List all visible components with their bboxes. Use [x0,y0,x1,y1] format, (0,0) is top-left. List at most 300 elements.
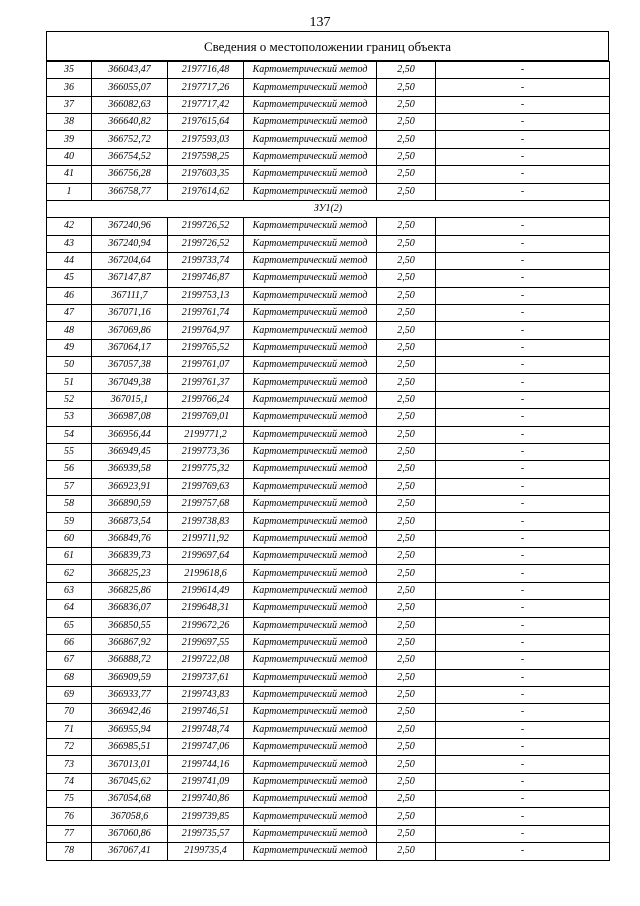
section-label: ЗУ1(2) [47,200,610,217]
coordinate-y: 2199735,57 [168,825,244,842]
point-number: 51 [47,374,92,391]
table-row [47,235,610,252]
point-number: 50 [47,357,92,374]
description-cell: - [436,357,610,374]
coordinate-y: 2199744,16 [168,756,244,773]
coordinate-x: 367015,1 [92,391,168,408]
coordinate-x: 367057,38 [92,357,168,374]
accuracy-cell: 2,50 [377,634,436,651]
description-cell: - [436,287,610,304]
method-cell: Картометрический метод [244,218,377,235]
method-cell: Картометрический метод [244,270,377,287]
table-row [47,131,610,148]
coordinate-x: 366825,86 [92,582,168,599]
accuracy-cell: 2,50 [377,669,436,686]
description-cell: - [436,582,610,599]
accuracy-cell: 2,50 [377,548,436,565]
accuracy-cell: 2,50 [377,166,436,183]
method-cell: Картометрический метод [244,357,377,374]
method-cell: Картометрический метод [244,773,377,790]
method-cell: Картометрический метод [244,461,377,478]
method-cell: Картометрический метод [244,600,377,617]
point-number: 38 [47,114,92,131]
description-cell: - [436,62,610,79]
coordinate-x: 366873,54 [92,513,168,530]
method-cell: Картометрический метод [244,739,377,756]
point-number: 44 [47,252,92,269]
description-cell: - [436,756,610,773]
description-cell: - [436,218,610,235]
coordinate-x: 367111,7 [92,287,168,304]
table-row [47,114,610,131]
coordinate-x: 366939,58 [92,461,168,478]
coordinate-x: 367147,87 [92,270,168,287]
coordinate-y: 2197603,35 [168,166,244,183]
method-cell: Картометрический метод [244,721,377,738]
table-title: Сведения о местоположении границ объекта [46,31,609,61]
point-number: 74 [47,773,92,790]
accuracy-cell: 2,50 [377,391,436,408]
method-cell: Картометрический метод [244,513,377,530]
description-cell: - [436,548,610,565]
description-cell: - [436,166,610,183]
coordinate-y: 2199746,51 [168,704,244,721]
coordinate-x: 367060,86 [92,825,168,842]
coordinate-x: 367204,64 [92,252,168,269]
table-row [47,62,610,79]
accuracy-cell: 2,50 [377,808,436,825]
table-row [47,461,610,478]
coordinate-y: 2199614,49 [168,582,244,599]
accuracy-cell: 2,50 [377,357,436,374]
point-number: 37 [47,96,92,113]
coordinate-x: 367240,96 [92,218,168,235]
method-cell: Картометрический метод [244,669,377,686]
description-cell: - [436,114,610,131]
method-cell: Картометрический метод [244,96,377,113]
accuracy-cell: 2,50 [377,322,436,339]
coordinate-x: 366756,28 [92,166,168,183]
coordinate-y: 2199748,74 [168,721,244,738]
point-number: 76 [47,808,92,825]
section-row [47,200,610,217]
accuracy-cell: 2,50 [377,96,436,113]
table-row [47,808,610,825]
method-cell: Картометрический метод [244,478,377,495]
method-cell: Картометрический метод [244,704,377,721]
table-row [47,96,610,113]
coordinate-y: 2199775,32 [168,461,244,478]
accuracy-cell: 2,50 [377,461,436,478]
coordinate-y: 2199740,86 [168,791,244,808]
table-row [47,270,610,287]
coordinate-x: 366955,94 [92,721,168,738]
table-row [47,530,610,547]
description-cell: - [436,235,610,252]
description-cell: - [436,530,610,547]
coordinate-y: 2199769,01 [168,409,244,426]
accuracy-cell: 2,50 [377,305,436,322]
table-row [47,287,610,304]
table-row [47,686,610,703]
coordinate-y: 2197716,48 [168,62,244,79]
coordinate-x: 367058,6 [92,808,168,825]
accuracy-cell: 2,50 [377,62,436,79]
method-cell: Картометрический метод [244,495,377,512]
description-cell: - [436,791,610,808]
method-cell: Картометрический метод [244,305,377,322]
coordinate-y: 2199697,64 [168,548,244,565]
coordinate-x: 366933,77 [92,686,168,703]
point-number: 70 [47,704,92,721]
coordinate-y: 2199735,4 [168,843,244,860]
table-row [47,704,610,721]
point-number: 41 [47,166,92,183]
table-row [47,305,610,322]
description-cell: - [436,79,610,96]
accuracy-cell: 2,50 [377,218,436,235]
method-cell: Картометрический метод [244,374,377,391]
point-number: 63 [47,582,92,599]
table-row [47,513,610,530]
description-cell: - [436,478,610,495]
description-cell: - [436,652,610,669]
accuracy-cell: 2,50 [377,617,436,634]
table-row [47,669,610,686]
coordinate-x: 366043,47 [92,62,168,79]
table-row [47,756,610,773]
point-number: 60 [47,530,92,547]
point-number: 47 [47,305,92,322]
point-number: 62 [47,565,92,582]
coordinate-x: 367240,94 [92,235,168,252]
description-cell: - [436,721,610,738]
table-row [47,652,610,669]
coordinate-x: 366055,07 [92,79,168,96]
point-number: 56 [47,461,92,478]
table-row [47,322,610,339]
point-number: 40 [47,148,92,165]
description-cell: - [436,252,610,269]
point-number: 61 [47,548,92,565]
description-cell: - [436,513,610,530]
point-number: 68 [47,669,92,686]
accuracy-cell: 2,50 [377,825,436,842]
method-cell: Картометрический метод [244,409,377,426]
method-cell: Картометрический метод [244,183,377,200]
method-cell: Картометрический метод [244,582,377,599]
coordinate-x: 366640,82 [92,114,168,131]
description-cell: - [436,339,610,356]
method-cell: Картометрический метод [244,148,377,165]
description-cell: - [436,322,610,339]
point-number: 39 [47,131,92,148]
accuracy-cell: 2,50 [377,270,436,287]
accuracy-cell: 2,50 [377,131,436,148]
coordinate-x: 366923,91 [92,478,168,495]
coordinate-y: 2197615,64 [168,114,244,131]
description-cell: - [436,634,610,651]
coordinate-y: 2199711,92 [168,530,244,547]
point-number: 53 [47,409,92,426]
method-cell: Картометрический метод [244,443,377,460]
method-cell: Картометрический метод [244,686,377,703]
table-row [47,548,610,565]
description-cell: - [436,669,610,686]
coordinate-y: 2199648,31 [168,600,244,617]
method-cell: Картометрический метод [244,62,377,79]
coordinates-table-body [47,62,610,861]
table-row [47,773,610,790]
table-row [47,825,610,842]
method-cell: Картометрический метод [244,808,377,825]
coordinate-y: 2199753,13 [168,287,244,304]
accuracy-cell: 2,50 [377,409,436,426]
method-cell: Картометрический метод [244,339,377,356]
method-cell: Картометрический метод [244,825,377,842]
coordinate-x: 367064,17 [92,339,168,356]
coordinate-x: 366867,92 [92,634,168,651]
coordinate-x: 367054,68 [92,791,168,808]
method-cell: Картометрический метод [244,131,377,148]
table-row [47,426,610,443]
coordinate-y: 2197717,26 [168,79,244,96]
accuracy-cell: 2,50 [377,426,436,443]
method-cell: Картометрический метод [244,252,377,269]
description-cell: - [436,148,610,165]
coordinate-y: 2197717,42 [168,96,244,113]
coordinate-x: 366890,59 [92,495,168,512]
table-row [47,600,610,617]
table-row [47,443,610,460]
coordinate-x: 366942,46 [92,704,168,721]
method-cell: Картометрический метод [244,166,377,183]
coordinate-x: 367067,41 [92,843,168,860]
point-number: 69 [47,686,92,703]
coordinate-x: 367071,16 [92,305,168,322]
coordinate-y: 2199722,08 [168,652,244,669]
point-number: 67 [47,652,92,669]
point-number: 42 [47,218,92,235]
description-cell: - [436,686,610,703]
method-cell: Картометрический метод [244,114,377,131]
table-row [47,183,610,200]
description-cell: - [436,426,610,443]
point-number: 73 [47,756,92,773]
coordinate-y: 2199761,74 [168,305,244,322]
description-cell: - [436,374,610,391]
table-row [47,495,610,512]
point-number: 66 [47,634,92,651]
point-number: 72 [47,739,92,756]
coordinate-x: 366987,08 [92,409,168,426]
accuracy-cell: 2,50 [377,287,436,304]
coordinate-y: 2199618,6 [168,565,244,582]
point-number: 77 [47,825,92,842]
description-cell: - [436,808,610,825]
coordinate-y: 2199737,61 [168,669,244,686]
accuracy-cell: 2,50 [377,756,436,773]
accuracy-cell: 2,50 [377,843,436,860]
point-number: 65 [47,617,92,634]
coordinate-x: 366839,73 [92,548,168,565]
coordinate-y: 2199761,07 [168,357,244,374]
coordinate-x: 366849,76 [92,530,168,547]
coordinate-y: 2199733,74 [168,252,244,269]
coordinate-x: 367069,86 [92,322,168,339]
table-row [47,582,610,599]
description-cell: - [436,843,610,860]
coordinate-x: 366825,23 [92,565,168,582]
accuracy-cell: 2,50 [377,495,436,512]
table-row [47,565,610,582]
coordinate-y: 2199747,06 [168,739,244,756]
accuracy-cell: 2,50 [377,686,436,703]
coordinate-y: 2199726,52 [168,218,244,235]
coordinate-y: 2199726,52 [168,235,244,252]
coordinates-table [46,61,610,861]
accuracy-cell: 2,50 [377,79,436,96]
coordinate-y: 2199769,63 [168,478,244,495]
point-number: 36 [47,79,92,96]
description-cell: - [436,825,610,842]
accuracy-cell: 2,50 [377,443,436,460]
method-cell: Картометрический метод [244,322,377,339]
coordinate-x: 366985,51 [92,739,168,756]
point-number: 55 [47,443,92,460]
method-cell: Картометрический метод [244,548,377,565]
point-number: 43 [47,235,92,252]
description-cell: - [436,773,610,790]
coordinate-y: 2197598,25 [168,148,244,165]
coordinate-y: 2197593,03 [168,131,244,148]
table-row [47,357,610,374]
coordinate-y: 2199773,36 [168,443,244,460]
coordinate-x: 367045,62 [92,773,168,790]
method-cell: Картометрический метод [244,791,377,808]
table-row [47,218,610,235]
table-row [47,791,610,808]
description-cell: - [436,600,610,617]
method-cell: Картометрический метод [244,235,377,252]
table-row [47,478,610,495]
coordinate-x: 366836,07 [92,600,168,617]
table-row [47,391,610,408]
accuracy-cell: 2,50 [377,148,436,165]
point-number: 58 [47,495,92,512]
accuracy-cell: 2,50 [377,721,436,738]
method-cell: Картометрический метод [244,287,377,304]
table-row [47,374,610,391]
point-number: 59 [47,513,92,530]
coordinate-x: 366909,59 [92,669,168,686]
description-cell: - [436,739,610,756]
description-cell: - [436,391,610,408]
accuracy-cell: 2,50 [377,704,436,721]
point-number: 35 [47,62,92,79]
coordinate-y: 2199771,2 [168,426,244,443]
accuracy-cell: 2,50 [377,183,436,200]
description-cell: - [436,305,610,322]
description-cell: - [436,131,610,148]
method-cell: Картометрический метод [244,426,377,443]
point-number: 71 [47,721,92,738]
method-cell: Картометрический метод [244,391,377,408]
accuracy-cell: 2,50 [377,739,436,756]
coordinate-y: 2199739,85 [168,808,244,825]
coordinate-y: 2199761,37 [168,374,244,391]
coordinate-x: 367049,38 [92,374,168,391]
accuracy-cell: 2,50 [377,114,436,131]
table-row [47,721,610,738]
method-cell: Картометрический метод [244,634,377,651]
accuracy-cell: 2,50 [377,565,436,582]
point-number: 78 [47,843,92,860]
accuracy-cell: 2,50 [377,339,436,356]
method-cell: Картометрический метод [244,565,377,582]
method-cell: Картометрический метод [244,652,377,669]
description-cell: - [436,443,610,460]
point-number: 54 [47,426,92,443]
method-cell: Картометрический метод [244,843,377,860]
table-row [47,634,610,651]
accuracy-cell: 2,50 [377,252,436,269]
description-cell: - [436,617,610,634]
accuracy-cell: 2,50 [377,791,436,808]
table-row [47,739,610,756]
description-cell: - [436,409,610,426]
coordinate-y: 2199697,55 [168,634,244,651]
coordinate-x: 366956,44 [92,426,168,443]
table-row [47,339,610,356]
coordinate-y: 2197614,62 [168,183,244,200]
accuracy-cell: 2,50 [377,513,436,530]
table-row [47,148,610,165]
description-cell: - [436,565,610,582]
accuracy-cell: 2,50 [377,235,436,252]
table-row [47,843,610,860]
coordinate-x: 366758,77 [92,183,168,200]
coordinate-y: 2199738,83 [168,513,244,530]
point-number: 48 [47,322,92,339]
table-row [47,79,610,96]
coordinate-x: 366082,63 [92,96,168,113]
description-cell: - [436,704,610,721]
coordinate-y: 2199765,52 [168,339,244,356]
table-row [47,252,610,269]
coordinate-y: 2199766,24 [168,391,244,408]
accuracy-cell: 2,50 [377,773,436,790]
description-cell: - [436,96,610,113]
coordinate-x: 367013,01 [92,756,168,773]
accuracy-cell: 2,50 [377,582,436,599]
coordinate-x: 366850,55 [92,617,168,634]
point-number: 75 [47,791,92,808]
point-number: 46 [47,287,92,304]
method-cell: Картометрический метод [244,756,377,773]
description-cell: - [436,270,610,287]
accuracy-cell: 2,50 [377,374,436,391]
description-cell: - [436,461,610,478]
coordinate-x: 366754,52 [92,148,168,165]
coordinate-y: 2199757,68 [168,495,244,512]
point-number: 49 [47,339,92,356]
point-number: 57 [47,478,92,495]
accuracy-cell: 2,50 [377,478,436,495]
coordinate-x: 366752,72 [92,131,168,148]
point-number: 52 [47,391,92,408]
point-number: 64 [47,600,92,617]
